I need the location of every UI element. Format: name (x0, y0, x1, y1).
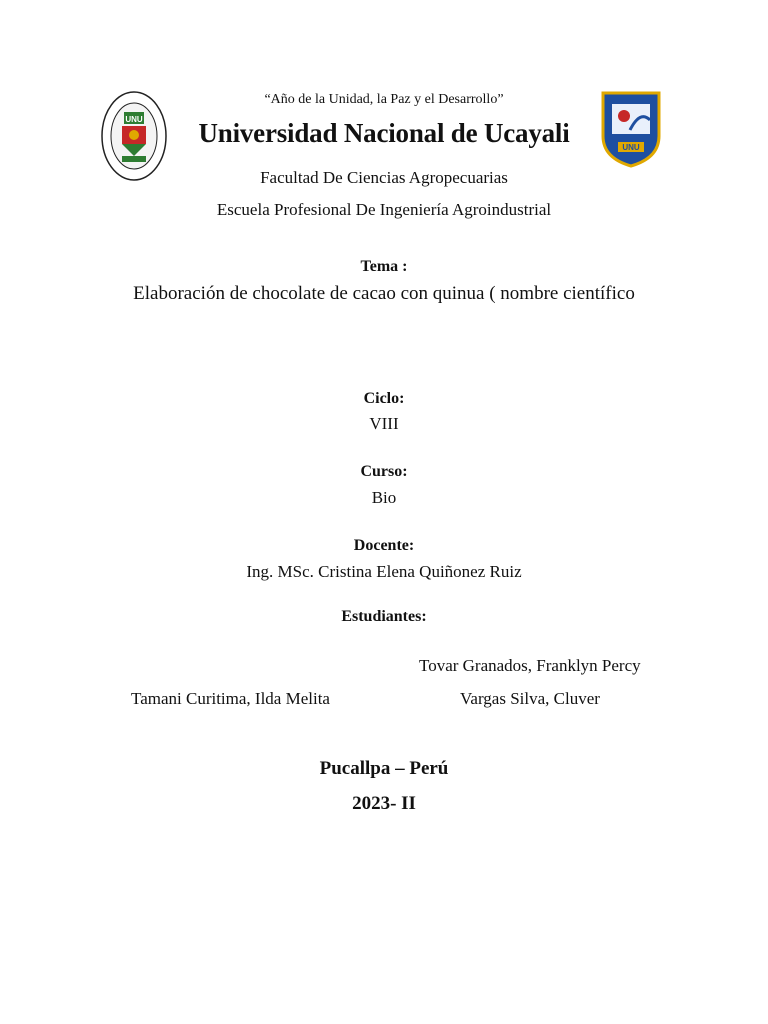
svg-text:UNU: UNU (622, 143, 640, 152)
docente-value: Ing. MSc. Cristina Elena Quiñonez Ruiz (246, 562, 522, 581)
motto: “Año de la Unidad, la Paz y el Desarrollo” (264, 92, 504, 107)
estudiantes-label: Estudiantes: (341, 608, 427, 625)
tema-label: Tema : (360, 258, 408, 275)
student-name: Vargas Silva, Cluver (460, 689, 600, 708)
city-country: Pucallpa – Perú (319, 758, 449, 779)
docente-label: Docente: (353, 537, 415, 554)
curso-label: Curso: (360, 463, 408, 480)
university-title: Universidad Nacional de Ucayali (198, 118, 570, 148)
academic-period: 2023- II (352, 793, 416, 814)
curso-value: Bio (371, 488, 397, 507)
school-name: Escuela Profesional De Ingeniería Agroindustrial (216, 200, 552, 219)
ciclo-value: VIII (369, 414, 399, 433)
svg-text:UNU: UNU (125, 115, 143, 124)
tema-value: Elaboración de chocolate de cacao con quinua ( nombre científico (133, 283, 635, 304)
faculty-name: Facultad De Ciencias Agropecuarias (260, 168, 508, 187)
ciclo-label: Ciclo: (363, 390, 405, 407)
student-name: Tovar Granados, Franklyn Percy (419, 656, 641, 675)
student-name: Tamani Curitima, Ilda Melita (131, 689, 330, 708)
